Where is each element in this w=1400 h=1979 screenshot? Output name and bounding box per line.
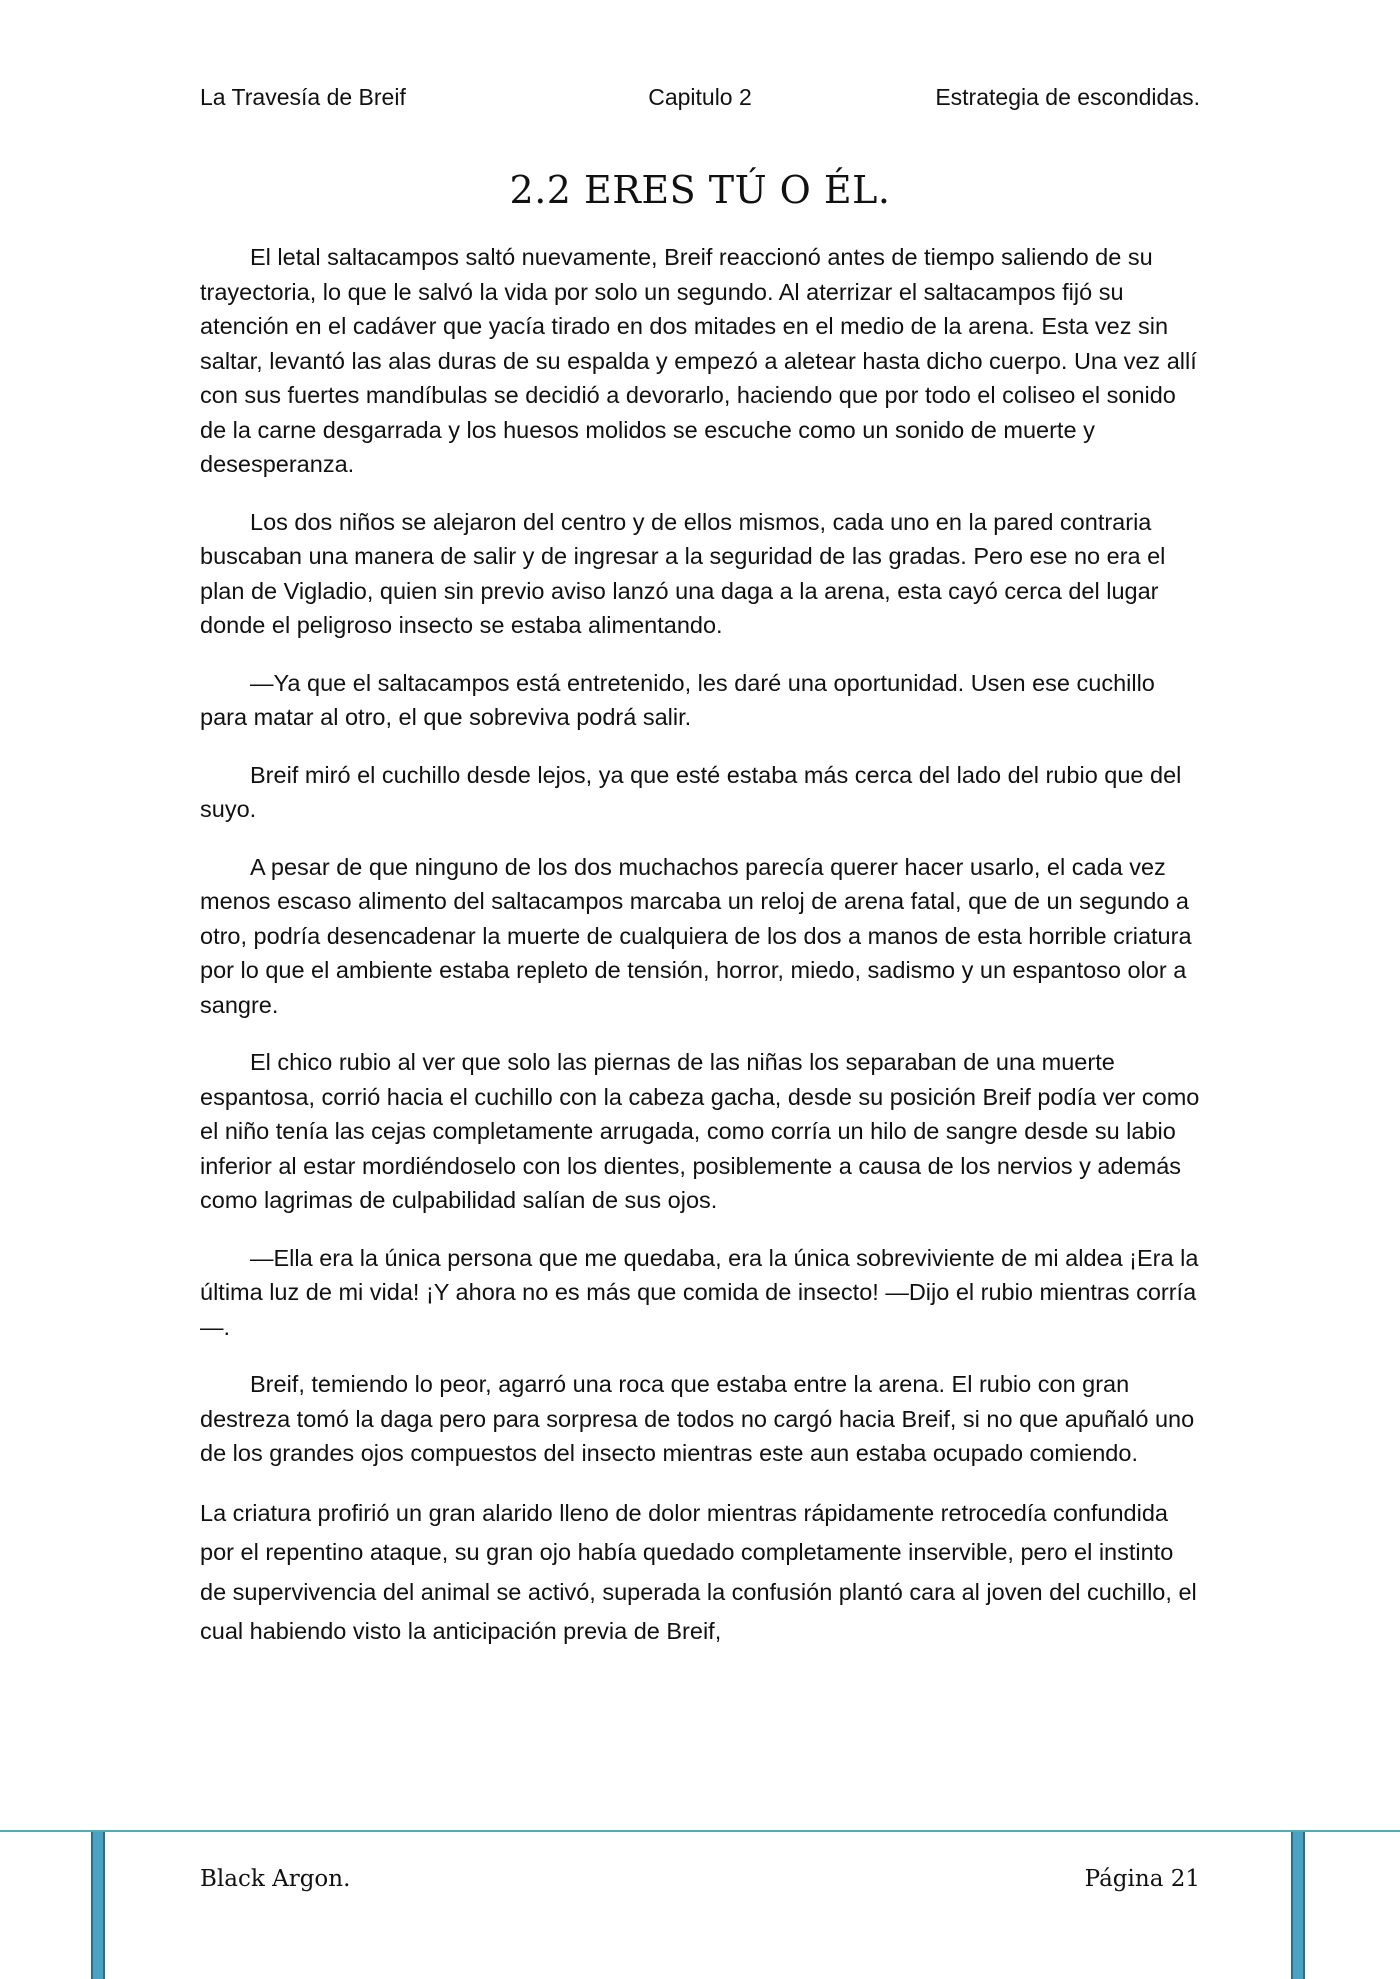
header-book-title: La Travesía de Breif [200, 84, 406, 110]
header-chapter: Capitulo 2 [648, 84, 752, 110]
header-section-name: Estrategia de escondidas. [935, 84, 1200, 110]
paragraph: Breif, temiendo lo peor, agarró una roca que estaba entre la arena. El rubio con gran destreza tomó la daga pero para sorpresa de todos no cargó hacia Breif, si no que apuñaló uno de los grandes ojos compuestos del insecto mientras este aun estaba ocupado comiendo. [200, 1371, 1195, 1466]
page-header [200, 84, 1200, 116]
body-text [200, 240, 1200, 1675]
paragraph: La criatura profirió un gran alarido lleno de dolor mientras rápidamente retrocedía confundida por el repentino ataque, su gran ojo había quedado completamente inservible, pero el instinto de supervivencia del animal se activó, superada la confusión plantó cara al joven del cuchillo, el cual habiendo visto la anticipación previa de Breif, [200, 1499, 1197, 1644]
paragraph: El chico rubio al ver que solo las piernas de las niñas los separaban de una muerte espantosa, corrió hacia el cuchillo con la cabeza gacha, desde su posición Breif podía ver como el niño tenía las cejas completamente arrugada, como corría un hilo de sangre desde su labio inferior al estar mordiéndoselo con los dientes, posiblemente a causa de los nervios y además como lagrimas de culpabilidad salían de sus ojos. [200, 1049, 1200, 1213]
paragraph: —Ella era la única persona que me quedaba, era la única sobreviviente de mi aldea ¡Era la última luz de mi vida! ¡Y ahora no es más que comida de insecto! —Dijo el rubio mientras corría—. [200, 1244, 1199, 1340]
paragraph: A pesar de que ninguno de los dos muchachos parecía querer hacer usarlo, el cada vez menos escaso alimento del saltacampos marcaba un reloj de arena fatal, que de un segundo a otro, podría desencadenar la muerte de cualquiera de los dos a manos de esta horrible criatura por lo que el ambiente estaba repleto de tensión, horror, miedo, sadismo y un espantoso olor a sangre. [200, 853, 1192, 1018]
section-title: 2.2 ERES TÚ O ÉL. [509, 168, 891, 212]
footer-right-bar [1291, 1832, 1305, 1979]
footer-author: Black Argon. [200, 1866, 351, 1892]
paragraph: —Ya que el saltacampos está entretenido, les daré una oportunidad. Usen ese cuchillo para matar al otro, el que sobreviva podrá salir. [200, 669, 1155, 730]
paragraph: Breif miró el cuchillo desde lejos, ya que esté estaba más cerca del lado del rubio que del suyo. [200, 761, 1182, 822]
page-number: Página 21 [1084, 1866, 1200, 1892]
paragraph: El letal saltacampos saltó nuevamente, Breif reaccionó antes de tiempo saliendo de su trayectoria, lo que le salvó la vida por solo un segundo. Al aterrizar el saltacampos fijó su atención en el cadáver que yacía tirado en dos mitades en el medio de la arena. Esta vez sin saltar, levantó las alas duras de su espalda y empezó a aletear hasta dicho cuerpo. Una vez allí con sus fuertes mandíbulas se decidió a devorarlo, haciendo que por todo el coliseo el sonido de la carne desgarrada y los huesos molidos se escuche como un sonido de muerte y desesperanza. [200, 244, 1197, 477]
paragraph: Los dos niños se alejaron del centro y de ellos mismos, cada uno en la pared contraria buscaban una manera de salir y de ingresar a la seguridad de las gradas. Pero ese no era el plan de Vigladio, quien sin previo aviso lanzó una daga a la arena, esta cayó cerca del lugar donde el peligroso insecto se estaba alimentando. [200, 508, 1166, 638]
footer-divider [0, 1830, 1400, 1832]
footer-left-bar [91, 1832, 105, 1979]
page-footer [200, 1866, 1200, 1900]
